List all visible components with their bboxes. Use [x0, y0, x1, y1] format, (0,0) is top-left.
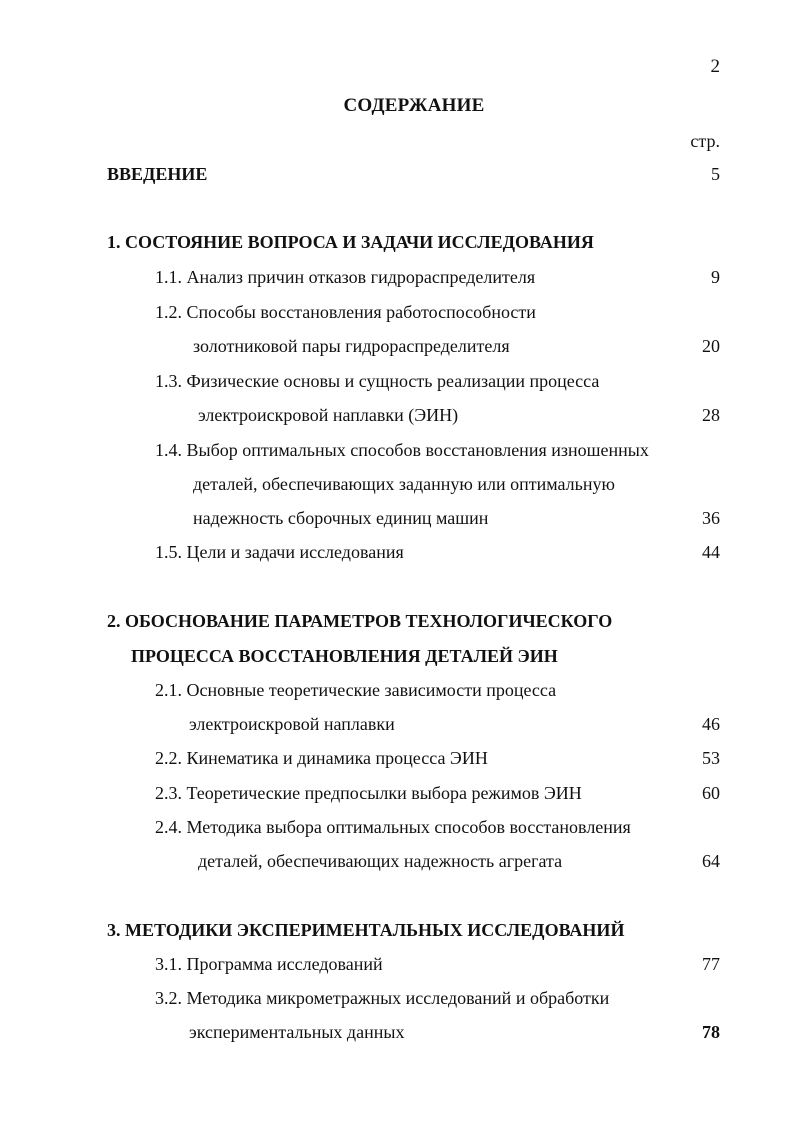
toc-item-1-3-page: 28 — [702, 405, 720, 425]
toc-item-3-2-cont: экспериментальных данных — [189, 1022, 405, 1042]
page-number: 2 — [710, 56, 720, 77]
toc-item-1-4-page: 36 — [702, 508, 720, 528]
toc-item-2-1-cont: электроискровой наплавки — [189, 714, 395, 734]
page-title: СОДЕРЖАНИЕ — [343, 95, 485, 116]
toc-item-2-1-page: 46 — [702, 714, 720, 734]
toc-intro-label: ВВЕДЕНИЕ — [107, 164, 208, 184]
toc-item-1-4: 1.4. Выбор оптимальных способов восстановления изношенных — [155, 440, 649, 460]
toc-item-2-1: 2.1. Основные теоретические зависимости процесса — [155, 680, 557, 700]
toc-item-1-1-page: 9 — [711, 267, 720, 287]
toc-item-1-2: 1.2. Способы восстановления работоспособности — [155, 302, 536, 322]
toc-intro-page: 5 — [711, 164, 720, 184]
toc-item-3-1-page: 77 — [702, 954, 720, 974]
toc-section-3-heading: 3. МЕТОДИКИ ЭКСПЕРИМЕНТАЛЬНЫХ ИССЛЕДОВАНИЙ — [107, 920, 625, 940]
toc-item-2-3-page: 60 — [702, 783, 720, 803]
toc-item-3-2: 3.2. Методика микрометражных исследований и обработки — [155, 988, 610, 1008]
toc-item-1-4-cont-2: надежность сборочных единиц машин — [193, 508, 489, 528]
toc-item-1-4-cont-1: деталей, обеспечивающих заданную или оптимальную — [193, 474, 615, 494]
toc-item-2-2: 2.2. Кинематика и динамика процесса ЭИН — [155, 748, 488, 768]
toc-item-3-1: 3.1. Программа исследований — [155, 954, 383, 974]
page-column-label: стр. — [690, 131, 720, 151]
toc-item-1-5-page: 44 — [702, 542, 720, 562]
toc-item-2-4-cont: деталей, обеспечивающих надежность агрегата — [198, 851, 563, 871]
toc-section-1-heading: 1. СОСТОЯНИЕ ВОПРОСА И ЗАДАЧИ ИССЛЕДОВАНИЯ — [107, 232, 594, 252]
toc-item-1-3-cont: электроискровой наплавки (ЭИН) — [198, 405, 459, 425]
toc-item-1-2-cont: золотниковой пары гидрораспределителя — [193, 336, 510, 356]
toc-item-1-2-page: 20 — [702, 336, 720, 356]
toc-item-1-5: 1.5. Цели и задачи исследования — [155, 542, 404, 562]
toc-item-1-3: 1.3. Физические основы и сущность реализации процесса — [155, 371, 600, 391]
toc-item-3-2-page: 78 — [702, 1022, 720, 1042]
toc-item-2-3: 2.3. Теоретические предпосылки выбора режимов ЭИН — [155, 783, 582, 803]
toc-section-2-heading: 2. ОБОСНОВАНИЕ ПАРАМЕТРОВ ТЕХНОЛОГИЧЕСКОГО — [107, 611, 613, 631]
toc-section-2-heading-cont: ПРОЦЕССА ВОССТАНОВЛЕНИЯ ДЕТАЛЕЙ ЭИН — [131, 646, 558, 666]
toc-item-2-4-page: 64 — [702, 851, 720, 871]
toc-item-2-4: 2.4. Методика выбора оптимальных способов восстановления — [155, 817, 631, 837]
toc-item-2-2-page: 53 — [702, 748, 720, 768]
toc-item-1-1: 1.1. Анализ причин отказов гидрораспределителя — [155, 267, 536, 287]
